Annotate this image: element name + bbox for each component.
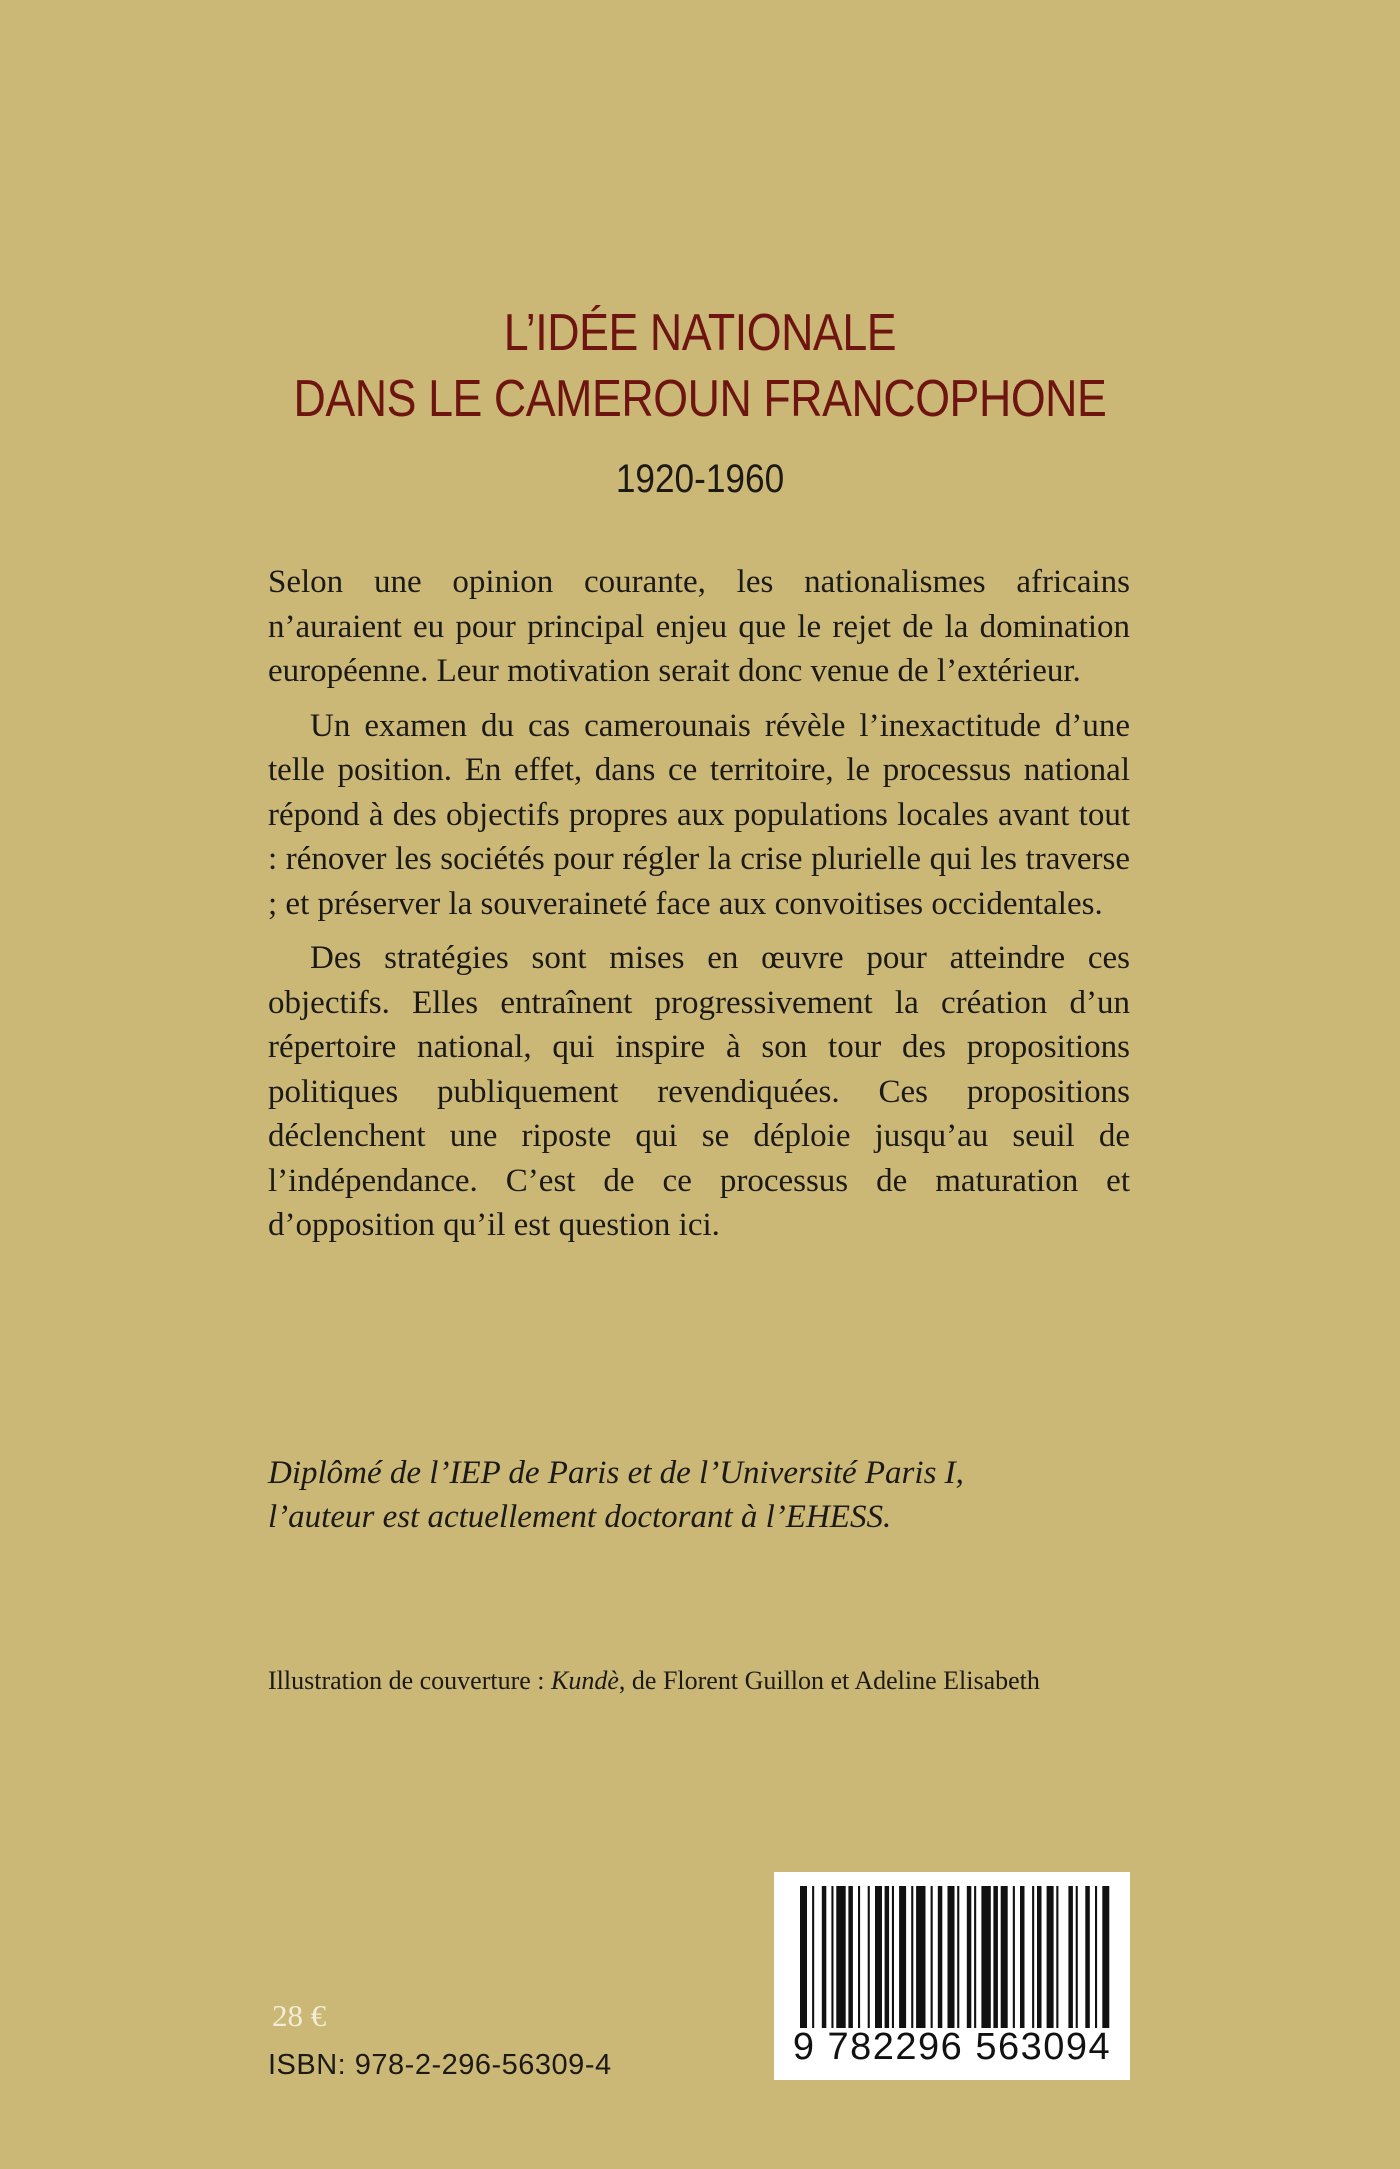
- summary-paragraph-2: Un examen du cas camerounais révèle l’inexactitude d’une telle position. En effet, dans ce territoire, le processus national répond à des objectifs propres aux populations locales avant tout : rénover les sociétés pour régler la crise plurielle qui les traverse ; et préserver la souveraineté face aux convoitises occidentales.: [268, 707, 1130, 922]
- barcode-bar: [836, 1886, 845, 2028]
- barcode-bar: [1037, 1886, 1042, 2028]
- barcode-bar: [875, 1886, 882, 2028]
- author-bio: [268, 1451, 1168, 1539]
- barcode-bar: [1056, 1886, 1058, 2028]
- barcode-bar: [916, 1886, 925, 2028]
- cover-illustration-credit: [268, 1664, 1168, 1698]
- barcode-bar: [911, 1886, 913, 2028]
- barcode-bar: [957, 1886, 959, 2028]
- summary-paragraph-3: Des stratégies sont mises en œuvre pour atteindre ces objectifs. Elles entraînent progressivement la création d’un répertoire national, qui inspire à son tour des propositions politiques publiquement revendiquées. Ces propositions déclenchent une riposte qui se déploie jusqu’au seuil de l’indépendance. C’est de ce processus de maturation et d’opposition qu’il est question ici.: [268, 940, 1130, 1243]
- barcode-bar: [885, 1886, 890, 2028]
- barcode-bar: [1020, 1886, 1025, 2028]
- barcode-bar: [1013, 1886, 1015, 2028]
- barcode-bar: [848, 1886, 853, 2028]
- barcode-bar: [800, 1886, 807, 2028]
- barcode-bar: [1068, 1886, 1073, 2028]
- barcode-bar: [868, 1886, 870, 2028]
- barcode-bar: [1032, 1886, 1034, 2028]
- barcode-bar: [1095, 1886, 1097, 2028]
- barcode-bar: [948, 1886, 955, 2028]
- title-block: [0, 300, 1400, 504]
- author-bio-line-1: Diplômé de l’IEP de Paris et de l’Université Paris I,: [268, 1455, 964, 1491]
- summary-paragraph-1: Selon une opinion courante, les nationalismes africains n’auraient eu pour principal enjeu que le rejet de la domination européenne. Leur motivation serait donc venue de l’extérieur.: [268, 564, 1130, 689]
- barcode-bar: [858, 1886, 860, 2028]
- barcode-bar: [1076, 1886, 1078, 2028]
- barcode-bar: [1085, 1886, 1090, 2028]
- price: 28 €: [272, 1998, 327, 2033]
- barcode-bar: [1001, 1886, 1008, 2028]
- barcode-bar: [892, 1886, 894, 2028]
- credit-prefix: Illustration de couverture :: [268, 1666, 552, 1695]
- author-bio-line-2: l’auteur est actuellement doctorant à l’EHESS.: [268, 1499, 892, 1535]
- barcode-bar: [993, 1886, 998, 2028]
- barcode-bar: [981, 1886, 990, 2028]
- book-title-line-2: DANS LE CAMEROUN FRANCOPHONE: [293, 370, 1107, 428]
- barcode-bar: [822, 1886, 827, 2028]
- barcode-bar: [938, 1886, 943, 2028]
- barcode: [774, 1872, 1130, 2080]
- barcode-bar: [1047, 1886, 1054, 2028]
- barcode-bar: [974, 1886, 976, 2028]
- credit-suffix: , de Florent Guillon et Adeline Elisabeth: [618, 1666, 1040, 1695]
- isbn: ISBN: 978-2-296-56309-4: [268, 2049, 612, 2081]
- barcode-bar: [1102, 1886, 1109, 2028]
- book-dates: 1920-1960: [615, 457, 785, 501]
- barcode-bar: [812, 1886, 814, 2028]
- barcode-bar: [831, 1886, 833, 2028]
- barcode-bar: [931, 1886, 933, 2028]
- barcode-bar: [967, 1886, 972, 2028]
- book-title-line-1: L’IDÉE NATIONALE: [503, 304, 897, 362]
- barcode-digits: 9 782296 563094: [792, 2026, 1112, 2068]
- summary-text: [268, 560, 1130, 1248]
- credit-work-title: Kundè: [551, 1666, 619, 1695]
- barcode-bar: [899, 1886, 906, 2028]
